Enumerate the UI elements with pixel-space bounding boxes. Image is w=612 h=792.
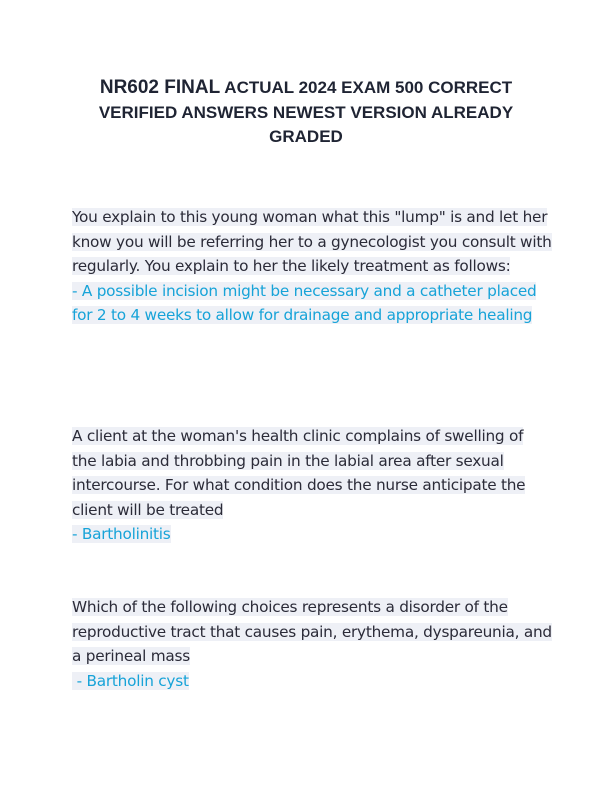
document-title — [80, 76, 532, 150]
document-title-rest: ACTUAL 2024 EXAM 500 CORRECT VERIFIED ANSWERS NEWEST VERSION ALREADY GRADED — [98, 78, 514, 146]
qa-item — [72, 424, 552, 547]
answer-text: - Bartholin cyst — [72, 671, 189, 690]
document-title-course: NR602 FINAL — [99, 77, 221, 98]
question-text: You explain to this young woman what this "lump" is and let her know you will be referring her to a gynecologist you consult with regularly. You explain to her the likely treatment as follows: — [72, 208, 552, 275]
question-text: Which of the following choices represents a disorder of the reproductive tract that causes pain, erythema, dyspareunia, and a perineal mass — [72, 598, 552, 665]
qa-item — [72, 205, 552, 328]
question-text: A client at the woman's health clinic complains of swelling of the labia and throbbing pain in the labial area after sexual intercourse. For what condition does the nurse anticipate the client will be treated — [72, 427, 526, 519]
answer-text: - Bartholinitis — [72, 525, 171, 543]
qa-item — [72, 595, 552, 693]
answer-text: - A possible incision might be necessary and a catheter placed for 2 to 4 weeks to allow for drainage and appropriate healing — [72, 281, 537, 324]
